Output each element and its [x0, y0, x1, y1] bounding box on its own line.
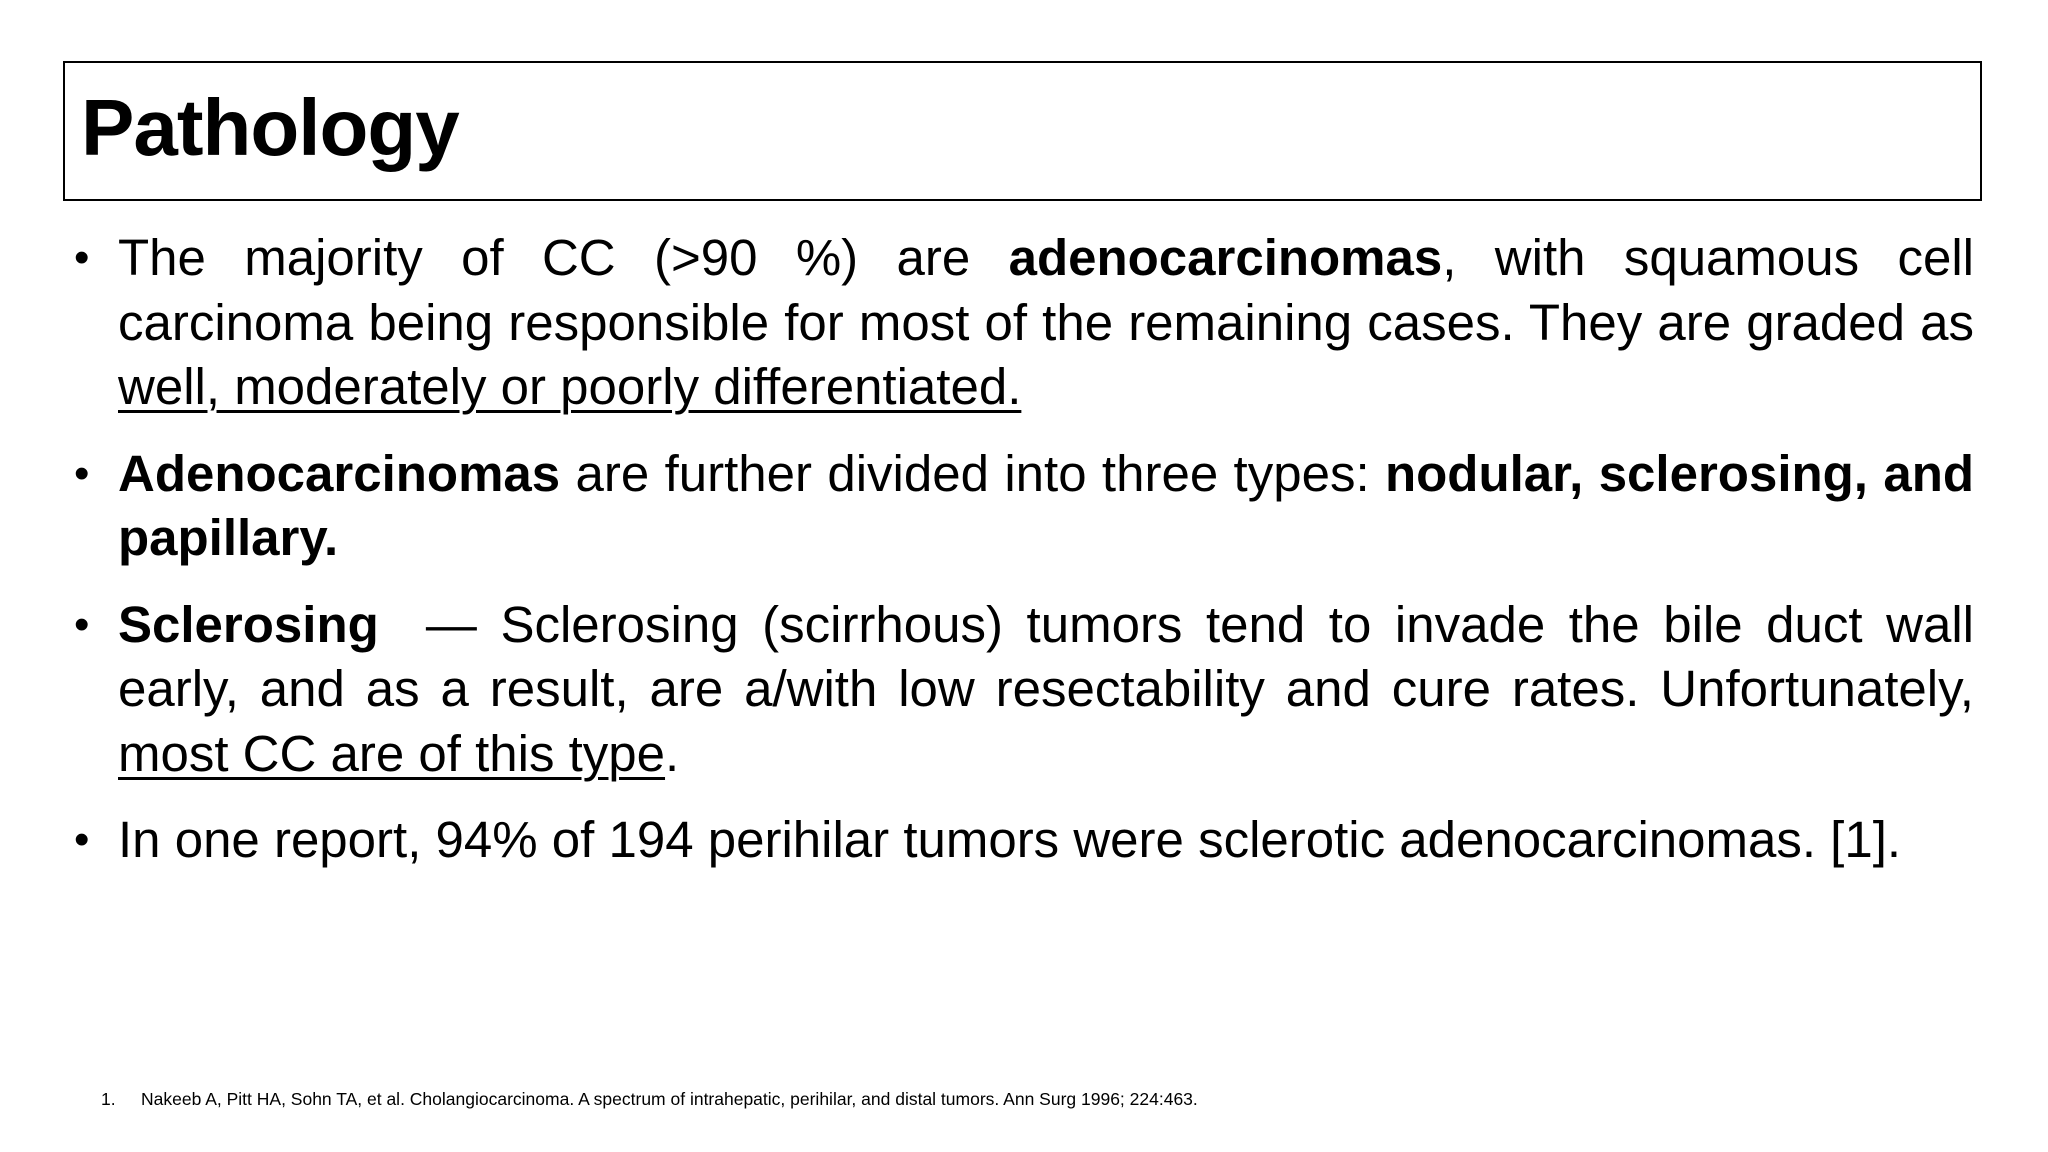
bold-term: Sclerosing [118, 595, 379, 653]
bullet-item-adenocarcinoma-types [74, 442, 1974, 571]
bullet-list [74, 226, 1989, 895]
underlined-text: well, moderately or poorly differentiated. [118, 358, 1022, 415]
bullet-item-report [74, 808, 1974, 873]
footnote [101, 1087, 1198, 1111]
bold-term: nodular, sclerosing, and papillary. [118, 444, 1975, 566]
bold-term: adenocarcinomas [1008, 229, 1443, 286]
slide-title: Pathology [81, 83, 459, 172]
bullet-text: In one report, 94% of 194 perihilar tumors were sclerotic adenocarcinomas. [1]. [118, 811, 1902, 868]
bold-term: Adenocarcinomas [118, 444, 561, 502]
bullet-icon: • [74, 448, 90, 498]
bullet-item-majority-cc [74, 226, 1974, 420]
title-box [63, 61, 1982, 201]
bullet-text: are further divided into three types: [560, 444, 1385, 502]
bullet-text: , with squamous cell carcinoma being responsible for most of the remaining cases. They are graded as [118, 229, 1974, 351]
footnote-text: Nakeeb A, Pitt HA, Sohn TA, et al. Cholangiocarcinoma. A spectrum of intrahepatic, perihilar, and distal tumors. Ann Surg 1996; 224:463. [141, 1089, 1198, 1109]
footnote-number: 1. [101, 1089, 116, 1109]
bullet-icon: • [74, 233, 90, 282]
bullet-item-sclerosing [74, 593, 1989, 787]
bullet-icon: • [74, 815, 90, 864]
bullet-text: The majority of CC (>90 %) are [118, 229, 1009, 286]
bullet-text: . [665, 724, 680, 782]
bullet-text: — Sclerosing (scirrhous) tumors tend to invade the bile duct wall early, and as a result, are a/with low resectability and cure rates. Unfortunately, [118, 595, 1989, 717]
underlined-text: most CC are of this type [118, 724, 666, 782]
bullet-icon: • [74, 599, 90, 649]
